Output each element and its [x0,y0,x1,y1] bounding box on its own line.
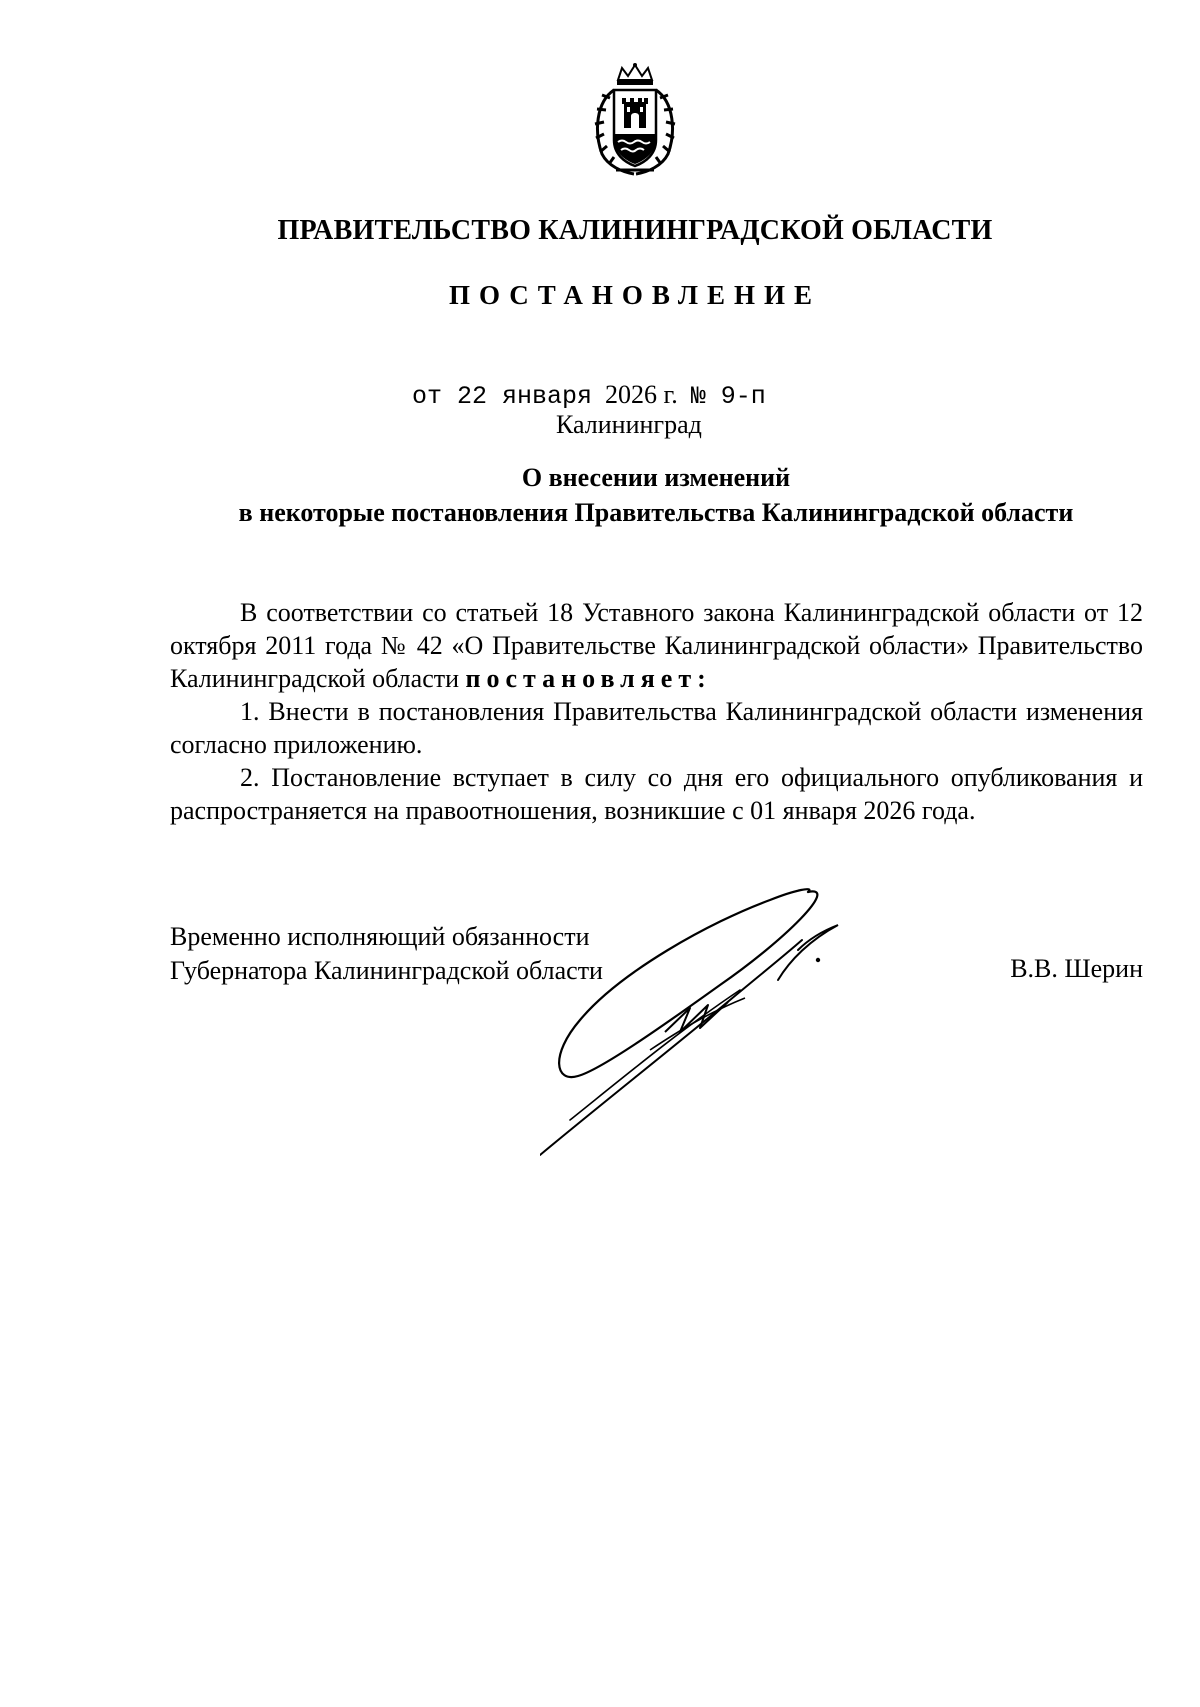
subject-line-2: в некоторые постановления Правительства Калининградской области [238,498,1074,527]
document-city: Калининград [556,410,702,439]
signer-position-line-2: Губернатора Калининградской области [170,956,603,985]
document-number: № 9-п [690,382,766,411]
document-date: от 22 января [412,382,593,411]
signer-name: В.В. Шерин [1010,954,1143,983]
document-date-line [412,380,766,411]
document-type-heading: ПОСТАНОВЛЕНИЕ [448,280,822,310]
coat-of-arms-icon [588,62,682,178]
organization-title: ПРАВИТЕЛЬСТВО КАЛИНИНГРАДСКОЙ ОБЛАСТИ [277,215,993,246]
preamble-text: В соответствии со статьей 18 Уставного закона Калининградской области от 12 октября 2011 года № 42 «О Правительстве Калининградской области» Правительство Калининградской области [170,598,1143,693]
document-body [170,596,1143,827]
item-2-paragraph: 2. Постановление вступает в силу со дня его официального опубликования и распространяется на правоотношения, возникшие с 01 января 2026 года. [170,763,1143,825]
subject-line-1: О внесении изменений [521,463,791,492]
document-subject [0,460,1200,530]
resolves-word: постановляет: [465,664,712,693]
document-year: 2026 г. [605,380,678,409]
item-1-paragraph: 1. Внести в постановления Правительства Калининградской области изменения согласно приложению. [170,697,1143,759]
handwritten-signature-icon [540,880,920,1170]
signer-position [170,920,603,988]
preamble-paragraph [170,596,1143,695]
signer-position-line-1: Временно исполняющий обязанности [170,922,590,951]
